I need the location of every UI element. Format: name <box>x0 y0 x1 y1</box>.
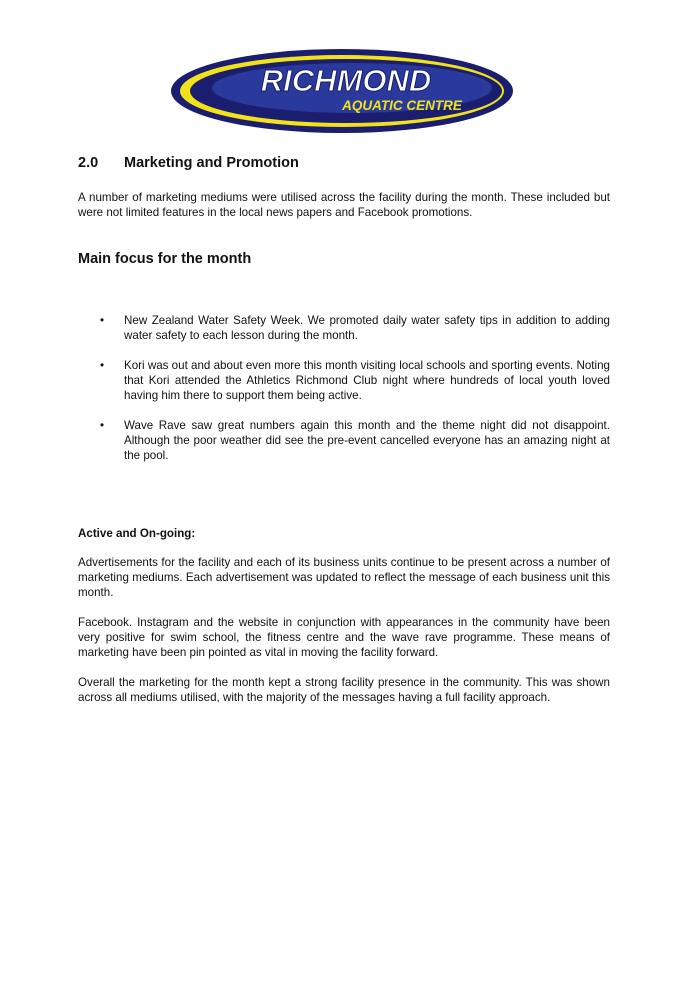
list-item-text: Kori was out and about even more this month visiting local schools and sporting events. Noting that Kori attended the Athletics Richmond Club night where hundreds of local youth loved having him there to support them being active. <box>124 359 610 402</box>
logo-subtitle: AQUATIC CENTRE <box>342 98 462 113</box>
document-body <box>78 154 610 705</box>
list-item <box>78 358 610 403</box>
bullet-icon: • <box>100 314 105 327</box>
ongoing-paragraph: Advertisements for the facility and each of its business units continue to be present across a number of marketing mediums. Each advertisement was updated to reflect the message of each business unit this month. <box>78 556 610 599</box>
logo-graphic <box>170 48 514 134</box>
bullet-icon: • <box>100 419 105 432</box>
richmond-aquatic-centre-logo <box>170 48 514 134</box>
focus-heading: Main focus for the month <box>78 251 252 267</box>
list-item <box>78 418 610 463</box>
intro-paragraph: A number of marketing mediums were utilised across the facility during the month. These included but were not limited features in the local news papers and Facebook promotions. <box>78 191 610 219</box>
ongoing-paragraph: Facebook. Instagram and the website in conjunction with appearances in the community have been very positive for swim school, the fitness centre and the wave rave programme. These means of marketing have been pin pointed as vital in moving the facility forward. <box>78 616 610 659</box>
section-number: 2.0 <box>78 155 99 171</box>
ongoing-paragraph: Overall the marketing for the month kept a strong facility presence in the community. This was shown across all mediums utilised, with the majority of the messages having a full facility approach. <box>78 676 610 704</box>
focus-list <box>78 313 610 463</box>
list-item <box>78 313 610 343</box>
logo-title: RICHMOND <box>260 63 432 98</box>
ongoing-heading: Active and On-going: <box>78 527 196 540</box>
bullet-icon: • <box>100 359 105 372</box>
list-item-text: Wave Rave saw great numbers again this month and the theme night did not disappoint. Although the poor weather did see the pre-event cancelled everyone has an amazing night at the pool. <box>124 419 610 462</box>
section-heading <box>78 154 610 172</box>
list-item-text: New Zealand Water Safety Week. We promoted daily water safety tips in addition to adding water safety to each lesson during the month. <box>124 314 610 342</box>
section-title: Marketing and Promotion <box>124 155 299 171</box>
